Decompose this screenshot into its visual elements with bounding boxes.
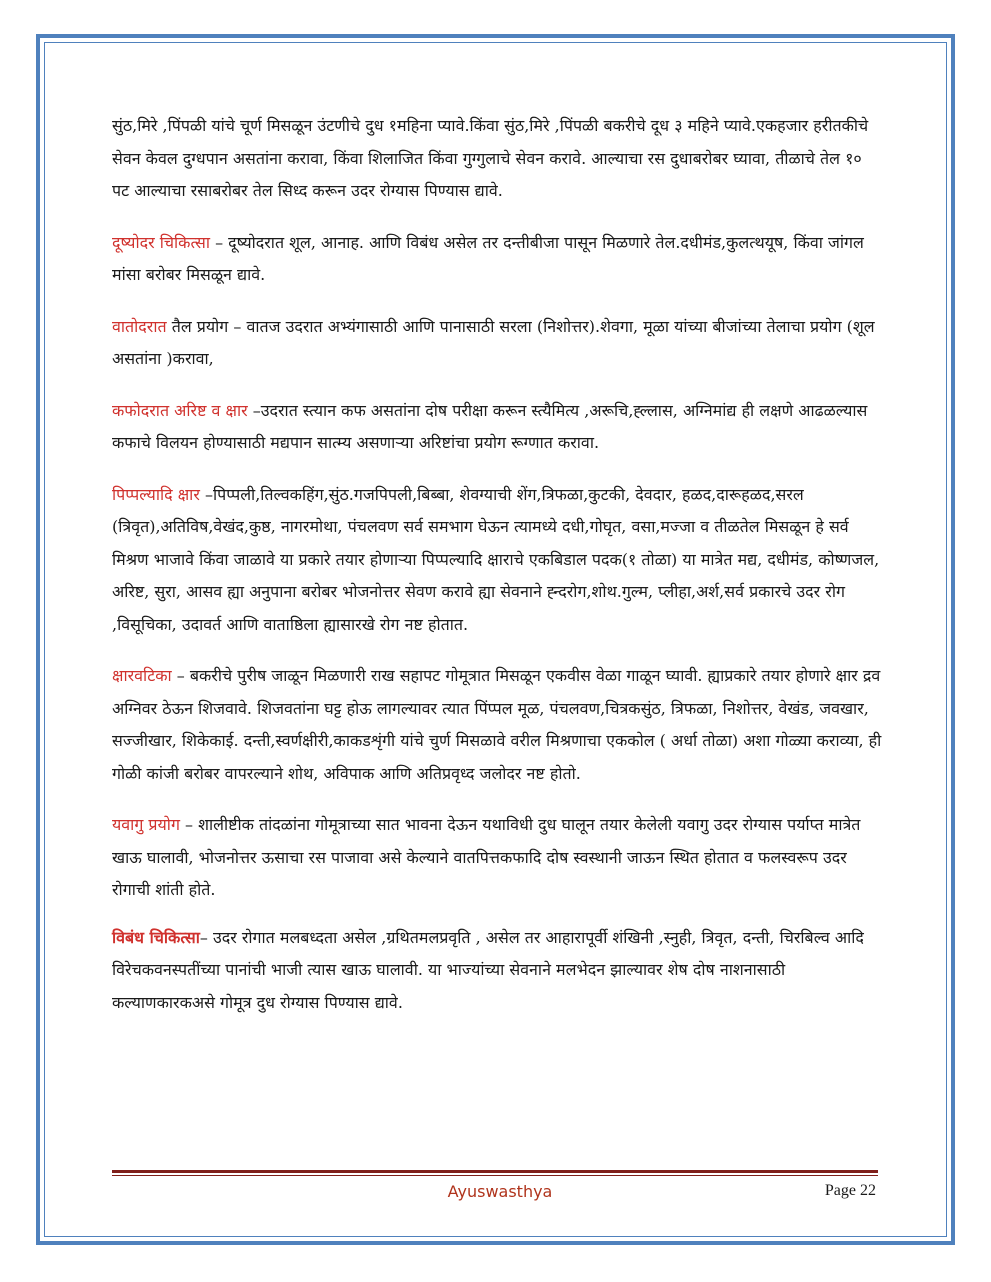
paragraph-dushyodar bbox=[112, 227, 882, 292]
paragraph-yavagu bbox=[112, 809, 882, 907]
page-number: Page 22 bbox=[824, 1182, 876, 1199]
paragraph-pippalyadi bbox=[112, 479, 882, 642]
paragraph-text: सुंठ,मिरे ,पिंपळी यांचे चूर्ण मिसळून उंटणीचे दुध १महिना प्यावे.किंवा सुंठ,मिरे ,पिंपळी बकरीचे दूध ३ महिने प्यावे.एकहजार हरीतकीचे सेवन केवल दुग्धपान असतांना करावा, किंवा शिलाजित किंवा गुग्गुलाचे सेवन करावे. आल्याचा रस दुधाबरोबर घ्यावा, तीळाचे तेल १० पट आल्याचा रसाबरोबर तेल सिध्द करून उदर रोग्यास पिण्यास द्यावे. bbox=[112, 116, 869, 200]
footer-rule bbox=[112, 1170, 878, 1173]
paragraph-vibandh bbox=[112, 922, 882, 1020]
paragraph-text: –पिप्पली,तिल्वकहिंग,सुंठ.गजपिपली,बिब्बा, शेवग्याची शेंग,त्रिफळा,कुटकी, देवदार, हळद,दारूहळद,सरल (त्रिवृत),अतिविष,वेखंद,कुष्ठ, नागरमोथा, पंचलवण सर्व समभाग घेऊन त्यामध्ये दधी,गोघृत, वसा,मज्जा व तीळतेल मिसळून हे सर्व मिश्रण भाजावे किंवा जाळावे या प्रकारे तयार होणाऱ्या पिप्पल्यादि क्षाराचे एकबिडाल पदक(१ तोळा) या मात्रेत मद्य, दधीमंड, कोष्णजल, अरिष्ट, सुरा, आसव ह्या अनुपाना बरोबर भोजनोत्तर सेवण करावे ह्या सेवनाने ह्न्दरोग,शोथ.गुल्म, प्लीहा,अर्श,सर्व प्रकारचे उदर रोग ,विसूचिका, उदावर्त आणि वाताष्ठिला ह्यासारखे रोग नष्ट होतात. bbox=[112, 484, 880, 634]
page-content bbox=[112, 110, 882, 1038]
footer-title: Ayuswasthya bbox=[447, 1182, 553, 1201]
section-heading: यवागु प्रयोग bbox=[112, 815, 180, 834]
paragraph-vatodar bbox=[112, 311, 882, 376]
paragraph-text: – शालीष्टीक तांदळांना गोमूत्राच्या सात भावना देऊन यथाविधी दुध घालून तयार केलेली यवागु उदर रोग्यास पर्याप्त मात्रेत खाऊ घालावी, भोजनोत्तर ऊसाचा रस पाजावा असे केल्याने वातपित्तकफादि दोष स्वस्थानी जाऊन स्थित होतात व फलस्वरूप उदर रोगाची शांती होते. bbox=[112, 815, 861, 899]
section-heading: दूष्योदर चिकित्सा bbox=[112, 232, 210, 252]
paragraph-text: तैल प्रयोग – वातज उदरात अभ्यंगासाठी आणि पानासाठी सरला (निशोत्तर).शेवगा, मूळा यांच्या बीजांच्या तेलाचा प्रयोग (शूल असतांना )करावा, bbox=[112, 316, 875, 368]
paragraph-kaphodar bbox=[112, 395, 882, 460]
section-heading: पिप्पल्यादि क्षार bbox=[112, 484, 200, 504]
section-heading: क्षारवटिका bbox=[112, 666, 172, 685]
section-heading: वातोदरात bbox=[112, 316, 167, 336]
paragraph-text: – दूष्योदरात शूल, आनाह. आणि विबंध असेल तर दन्तीबीजा पासून मिळणारे तेल.दधीमंड,कुलत्थयूष, किंवा जांगल मांसा बरोबर मिसळून द्यावे. bbox=[112, 232, 864, 284]
paragraph-ksharvatika bbox=[112, 660, 882, 790]
paragraph-text: – उदर रोगात मलबध्दता असेल ,ग्रथितमलप्रवृति , असेल तर आहारापूर्वी शंखिनी ,स्नुही, त्रिवृत, दन्ती, चिरबिल्व आदि विरेचकवनस्पतींच्या पानांची भाजी त्यास खाऊ घालावी. या भाज्यांच्या सेवनाने मलभेदन झाल्यावर शेष दोष नाशनासाठी कल्याणकारकअसे गोमूत्र दुध रोग्यास पिण्यास द्यावे. bbox=[112, 927, 864, 1012]
paragraph-text: –उदरात स्त्यान कफ असतांना दोष परीक्षा करून स्त्यैमित्य ,अरूचि,ह्ल्लास, अग्निमांद्य ही लक्षणे आढळल्यास कफाचे विलयन होण्यासाठी मद्यपान सात्म्य असणाऱ्या अरिष्टांचा प्रयोग रूग्णात करावा. bbox=[112, 400, 868, 452]
paragraph-text: – बकरीचे पुरीष जाळून मिळणारी राख सहापट गोमूत्रात मिसळून एकवीस वेळा गाळून घ्यावी. ह्याप्रकारे तयार होणारे क्षार द्रव अग्निवर ठेऊन शिजवावे. शिजवतांना घट्ट होऊ लागल्यावर त्यात पिंप्पल मूळ, पंचलवण,चित्रकसुंठ, त्रिफळा, निशोत्तर, वेखंड, जवखार, सज्जीखार, शिकेकाई. दन्ती,स्वर्णक्षीरी,काकडशृंगी यांचे चुर्ण मिसळावे वरील मिश्रणाचा एककोल ( अर्धा तोळा) अशा गोळ्या कराव्या, ही गोळी कांजी बरोबर वापरल्याने शोथ, अविपाक आणि अतिप्रवृध्द जलोदर नष्ट होतो. bbox=[112, 666, 882, 783]
section-heading: विबंध चिकित्सा bbox=[112, 927, 200, 947]
footer-rule-thin bbox=[112, 1175, 878, 1176]
paragraph-intro bbox=[112, 110, 882, 208]
section-heading: कफोदरात अरिष्ट व क्षार bbox=[112, 400, 248, 420]
